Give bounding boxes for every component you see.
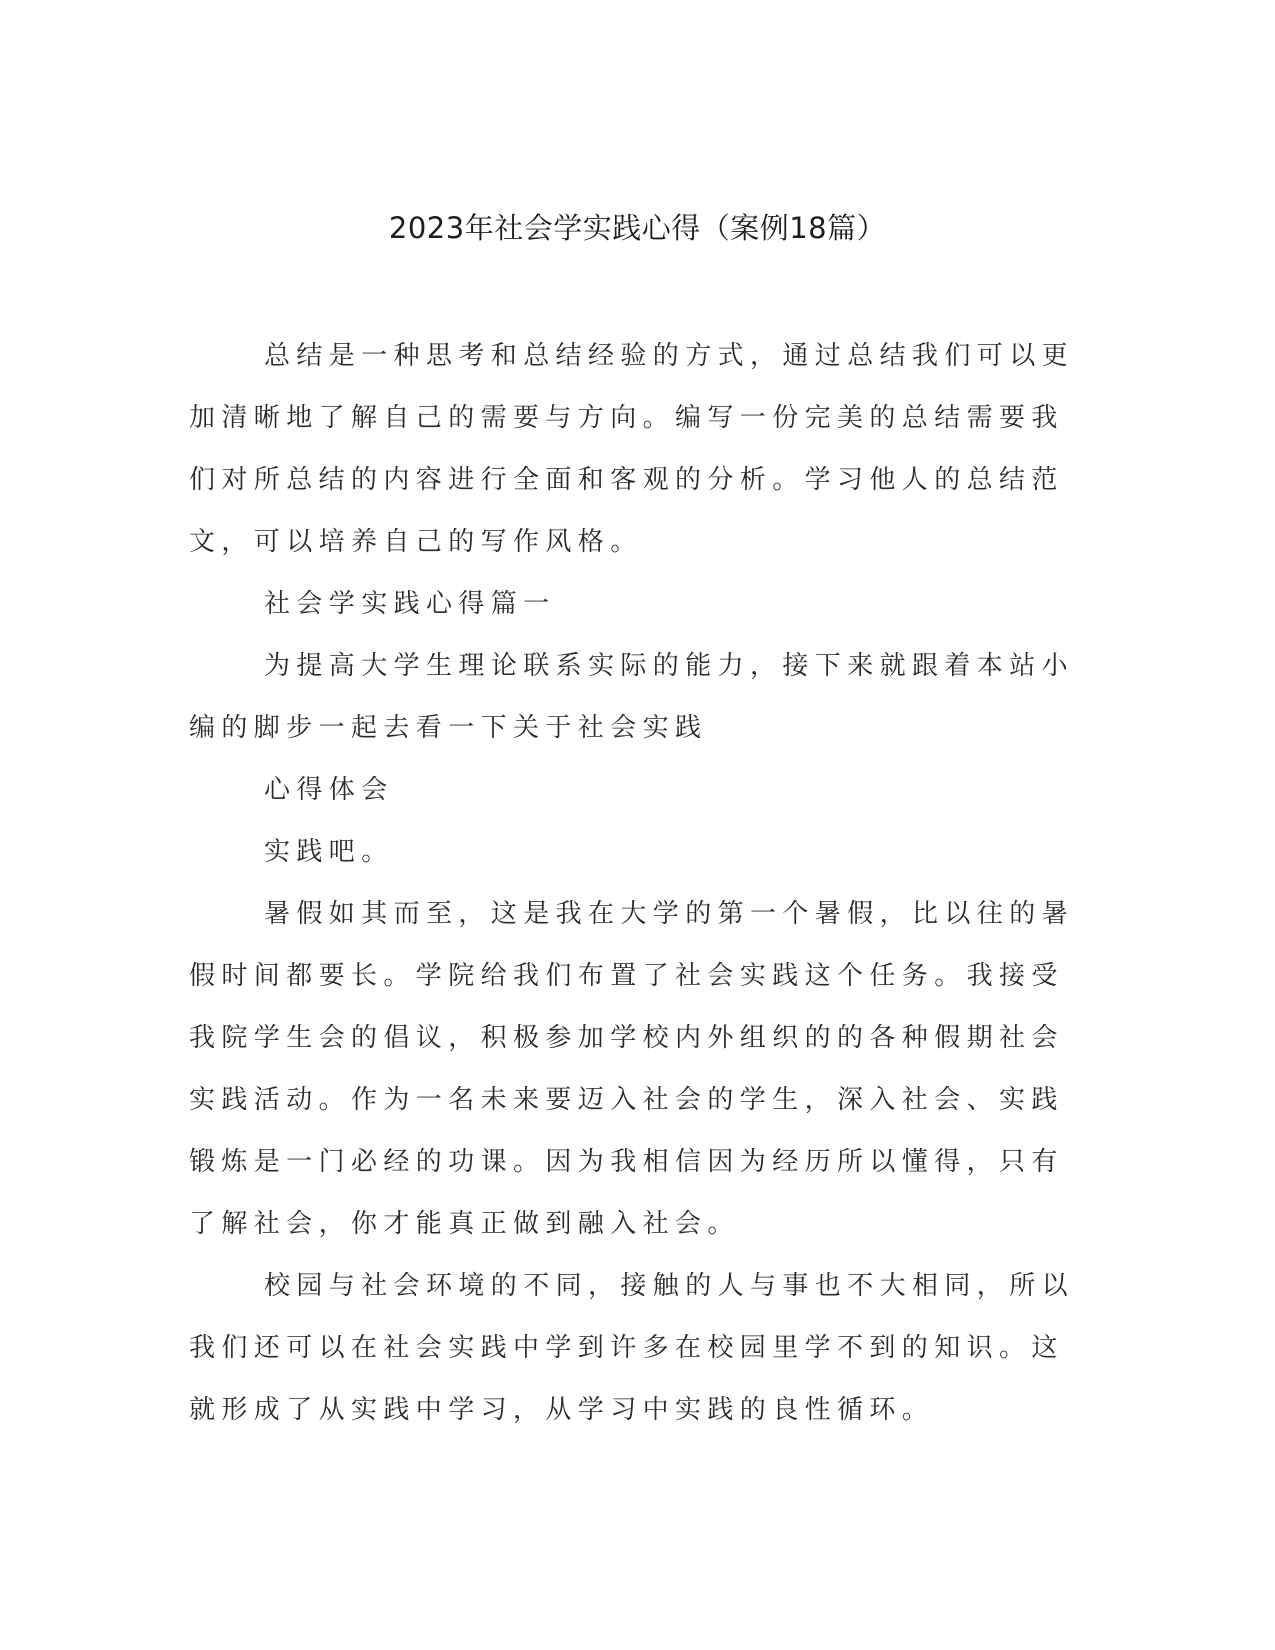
document-body [189, 325, 1089, 1441]
paragraph: 校园与社会环境的不同，接触的人与事也不大相同，所以我们还可以在社会实践中学到许多在校园里学不到的知识。这就形成了从实践中学习，从学习中实践的良性循环。 [189, 1271, 1075, 1425]
paragraph: 暑假如其而至，这是我在大学的第一个暑假，比以往的暑假时间都要长。学院给我们布置了社会实践这个任务。我接受我院学生会的倡议，积极参加学校内外组织的的各种假期社会实践活动。作为一名未来要迈入社会的学生，深入社会、实践锻炼是一门必经的功课。因为我相信因为经历所以懂得，只有了解社会，你才能真正做到融入社会。 [189, 899, 1075, 1239]
paragraph-intro: 总结是一种思考和总结经验的方式，通过总结我们可以更加清晰地了解自己的需要与方向。编写一份完美的总结需要我们对所总结的内容进行全面和客观的分析。学习他人的总结范文，可以培养自己的写作风格。 [189, 341, 1075, 557]
paragraph: 心得体会 [264, 775, 394, 805]
document-title: 2023年社会学实践心得（案例18篇） [388, 211, 887, 245]
paragraph: 实践吧。 [264, 837, 394, 867]
paragraph: 为提高大学生理论联系实际的能力，接下来就跟着本站小编的脚步一起去看一下关于社会实践 [189, 651, 1075, 743]
section-heading: 社会学实践心得篇一 [264, 589, 556, 619]
